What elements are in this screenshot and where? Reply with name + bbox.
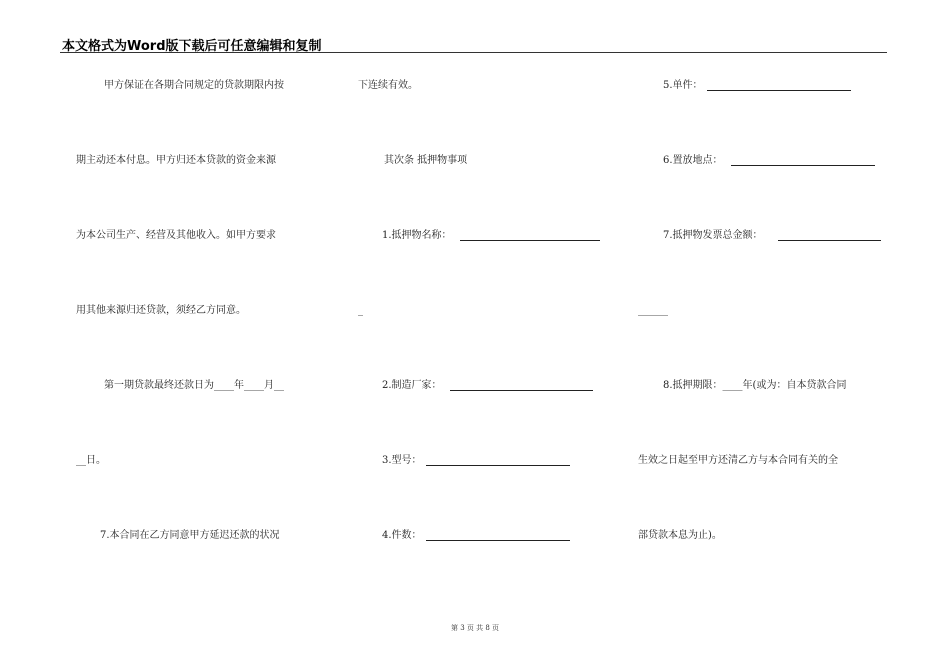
text-line: ______ [638,305,668,316]
unit-price-blank [707,90,851,91]
text-line: 生效之日起至甲方还清乙方与本合同有关的全 [638,455,838,466]
manufacturer-label: 2.制造厂家： [382,380,442,391]
mortgage-term-label: 8.抵押期限：____年(或为：自本贷款合同 [663,380,847,391]
text-line: __日。 [76,455,106,466]
text-line: 7.本合同在乙方同意甲方延迟还款的状况 [100,530,280,541]
invoice-amount-label: 7.抵押物发票总金额： [663,230,763,241]
collateral-name-label: 1.抵押物名称： [382,230,452,241]
collateral-name-blank [460,240,600,241]
header-divider [60,52,887,53]
text-line: 下连续有效。 [358,80,418,91]
text-line: 期主动还本付息。甲方归还本贷款的资金来源 [76,155,276,166]
unit-price-label: 5.单件： [663,80,703,91]
text-line: 第一期贷款最终还款日为____年____月__ [104,380,284,391]
page-number: 第 3 页 共 8 页 [450,624,500,632]
quantity-label: 4.件数： [382,530,422,541]
invoice-amount-blank [778,240,881,241]
location-blank [731,165,875,166]
model-label: 3.型号： [382,455,422,466]
manufacturer-blank [450,390,593,391]
text-line: 甲方保证在各期合同规定的贷款期限内按 [104,80,284,91]
quantity-blank [426,540,570,541]
document-title: 本文格式为Word版下载后可任意编辑和复制 [62,39,322,54]
text-line: 部贷款本息为止)。 [638,530,722,541]
location-label: 6.置放地点： [663,155,723,166]
text-line: 用其他来源归还贷款，须经乙方同意。 [76,305,246,316]
text-line: _ [358,305,363,316]
model-blank [426,465,570,466]
text-line: 为本公司生产、经营及其他收入。如甲方要求 [76,230,276,241]
section-heading: 其次条 抵押物事项 [384,155,468,166]
